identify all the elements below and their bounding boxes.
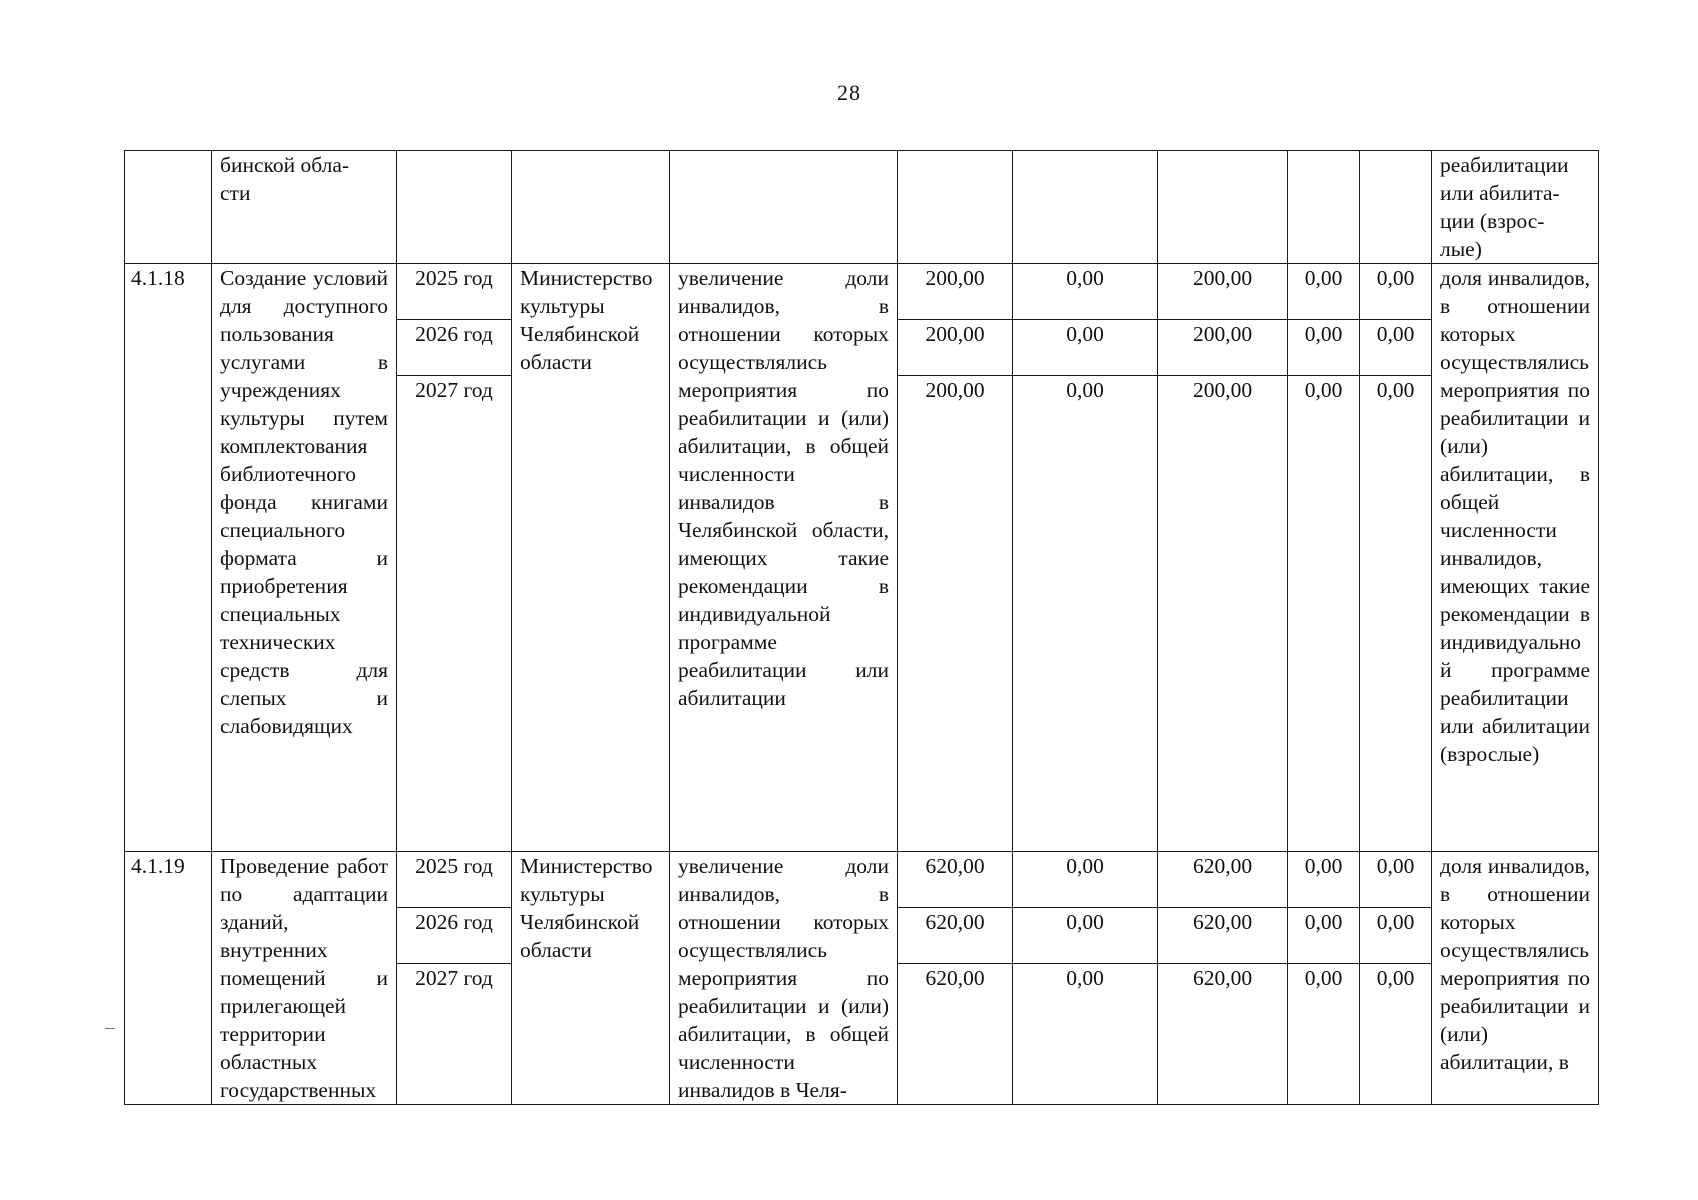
row-year: 2027 год [397, 376, 512, 852]
federal-cell [1013, 151, 1158, 264]
period-cell [397, 151, 512, 264]
result-cell [670, 151, 898, 264]
row-name: Проведение работ по адаптации зданий, внутренних помещений и прилегающей территории областных государственных [212, 852, 397, 1105]
table-row [125, 264, 1599, 320]
page-number: 28 [837, 80, 861, 105]
row-municipal: 0,00 [1288, 376, 1360, 852]
row-federal: 0,00 [1013, 376, 1158, 852]
row-other: 0,00 [1360, 964, 1432, 1105]
other-cell [1360, 151, 1432, 264]
row-regional: 620,00 [1158, 964, 1288, 1105]
row-other: 0,00 [1360, 852, 1432, 908]
row-other: 0,00 [1360, 264, 1432, 320]
row-municipal: 0,00 [1288, 320, 1360, 376]
indicator-cell: реабилитации или абилита- ции (взрос- лые) [1432, 151, 1599, 264]
row-code: 4.1.19 [125, 852, 212, 1105]
row-federal: 0,00 [1013, 320, 1158, 376]
table-row [125, 852, 1599, 908]
row-federal: 0,00 [1013, 908, 1158, 964]
row-municipal: 0,00 [1288, 264, 1360, 320]
row-regional: 200,00 [1158, 264, 1288, 320]
program-table [124, 150, 1599, 1105]
row-executor: Министерство культуры Челябинской области [512, 852, 670, 1105]
row-indicator: доля инвалидов, в отношении которых осуществлялись мероприятия по реабилитации и (или) абилитации, в общей численности инвалидов, имеющих такие рекомендации в индивидуальной программе реабилитации или абилитации (взрослые) [1432, 264, 1599, 852]
row-indicator: доля инвалидов, в отношении которых осуществлялись мероприятия по реабилитации и (или) абилитации, в [1432, 852, 1599, 1105]
row-municipal: 0,00 [1288, 964, 1360, 1105]
row-name: Создание условий для доступного пользования услугами в учреждениях культуры путем комплектования библиотечного фонда книгами специального формата и приобретения специальных технических средств для слепых и слабовидящих [212, 264, 397, 852]
row-year: 2025 год [397, 264, 512, 320]
municipal-cell [1288, 151, 1360, 264]
row-other: 0,00 [1360, 320, 1432, 376]
row-total: 620,00 [898, 852, 1013, 908]
row-federal: 0,00 [1013, 852, 1158, 908]
row-federal: 0,00 [1013, 264, 1158, 320]
row-result: увеличение доли инвалидов, в отношении которых осуществлялись мероприятия по реабилитации и (или) абилитации, в общей численности инвалидов в Челябинской области, имеющих такие рекомендации в индивидуальной программе реабилитации или абилитации [670, 264, 898, 852]
row-regional: 200,00 [1158, 376, 1288, 852]
row-year: 2026 год [397, 320, 512, 376]
row-total: 200,00 [898, 320, 1013, 376]
row-executor: Министерство культуры Челябинской области [512, 264, 670, 852]
row-total: 200,00 [898, 264, 1013, 320]
scan-mark [105, 1028, 115, 1029]
row-municipal: 0,00 [1288, 852, 1360, 908]
row-year: 2026 год [397, 908, 512, 964]
row-year: 2027 год [397, 964, 512, 1105]
row-result: увеличение доли инвалидов, в отношении которых осуществлялись мероприятия по реабилитации и (или) абилитации, в общей численности инвалидов в Челя- [670, 852, 898, 1105]
regional-cell [1158, 151, 1288, 264]
row-other: 0,00 [1360, 908, 1432, 964]
row-total: 620,00 [898, 964, 1013, 1105]
row-year: 2025 год [397, 852, 512, 908]
row-regional: 620,00 [1158, 908, 1288, 964]
row-regional: 200,00 [1158, 320, 1288, 376]
continuation-row [125, 151, 1599, 264]
row-other: 0,00 [1360, 376, 1432, 852]
row-code: 4.1.18 [125, 264, 212, 852]
row-regional: 620,00 [1158, 852, 1288, 908]
row-municipal: 0,00 [1288, 908, 1360, 964]
row-total: 620,00 [898, 908, 1013, 964]
row-federal: 0,00 [1013, 964, 1158, 1105]
executor-cell [512, 151, 670, 264]
code-cell [125, 151, 212, 264]
total-cell [898, 151, 1013, 264]
name-cell: бинской обла- сти [212, 151, 397, 264]
row-total: 200,00 [898, 376, 1013, 852]
